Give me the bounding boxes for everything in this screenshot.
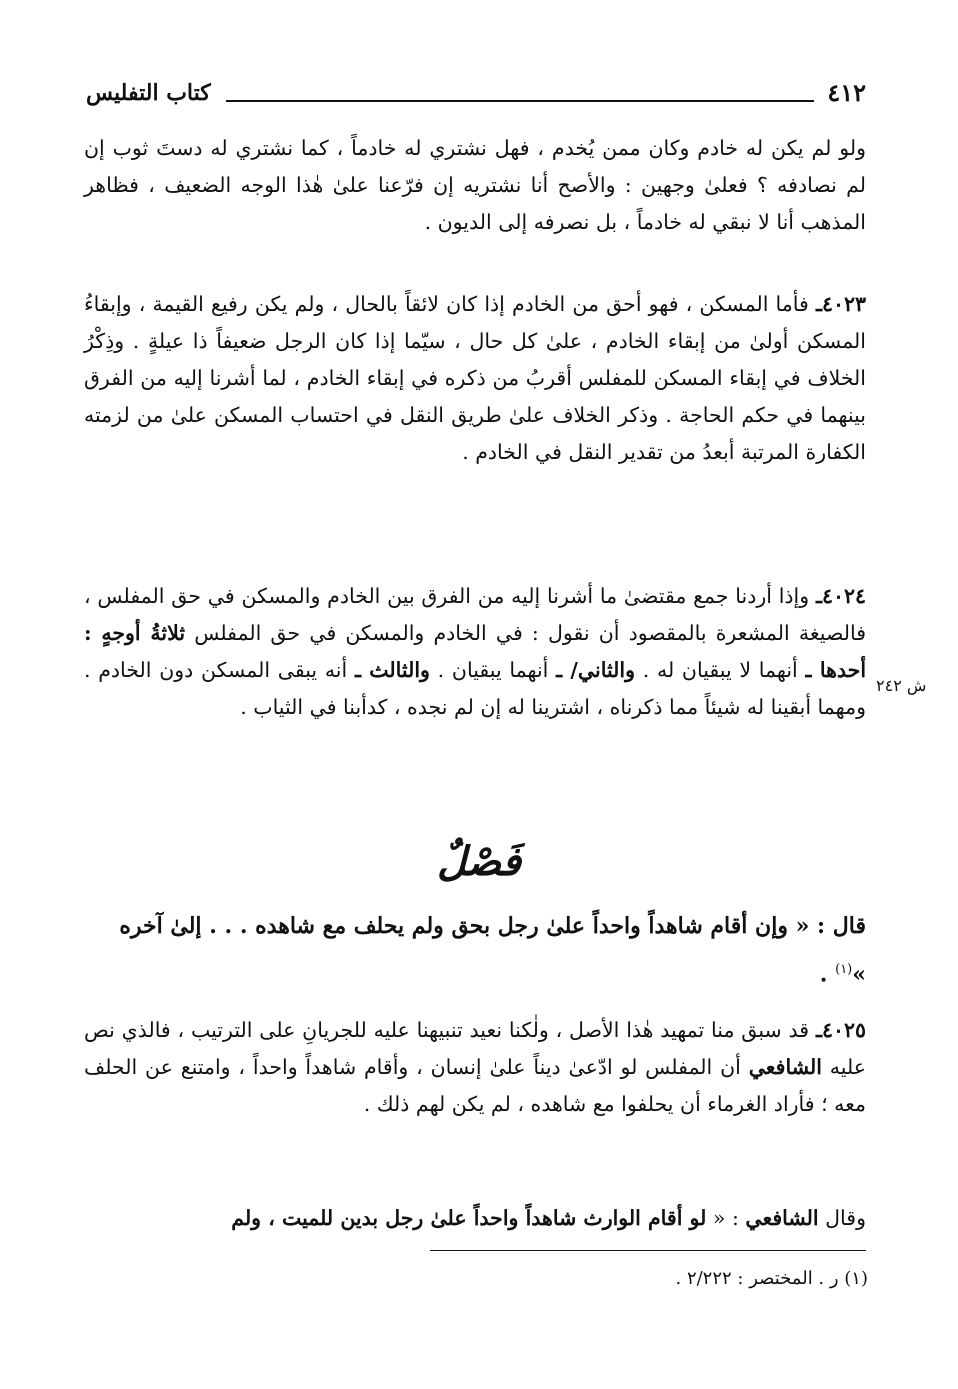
page-header [86, 78, 866, 112]
bold-text: الشافعي [748, 1055, 822, 1079]
footnote-ref: (١) [835, 962, 853, 977]
paragraph-4023 [84, 286, 866, 471]
paragraph-1-text: ولو لم يكن له خادم وكان ممن يُخدم ، فهل نشتري له خادماً ، كما نشتري له دستَ ثوب إن لم نصادفه ؟ فعلىٰ وجهين : والأصح أنا نشتريه إن فرّعنا علىٰ هٰذا الوجه الضعيف ، فظاهر المذهب أنا لا نبقي له خادماً ، بل نصرفه إلى الديون . [84, 136, 866, 234]
paragraph-text: أنه يبقى المسكن دون الخادم . ومهما أبقينا له شيئاً مما ذكرناه ، اشترينا له إن لم نجده ، كدأبنا في الثياب . [84, 658, 866, 719]
paragraph-text: : « [706, 1206, 746, 1230]
bold-text: الشافعي [745, 1206, 819, 1230]
paragraph-4025 [84, 1012, 866, 1123]
paragraph-text: وإذا أردنا جمع مقتضىٰ ما أشرنا إليه من الفرق بين الخادم والمسكن في حق المفلس ، فالصيغة المشعرة بالمقصود أن نقول : في الخادم والمسكن في حق المفلس [84, 584, 867, 645]
paragraph-4024 [84, 578, 866, 726]
paragraph-text: أنهما لا يبقيان له . [634, 658, 806, 682]
paragraph-1 [84, 130, 866, 241]
bold-text: لو أقام الوارث شاهداً واحداً علىٰ رجل بدين للميت ، ولم [231, 1206, 707, 1230]
paragraph-number: ٤٠٢٤ـ [815, 584, 866, 608]
footnote: (١) ر . المختصر : ٢/٢٢٢ . [675, 1268, 868, 1289]
qal-end: . [819, 961, 836, 988]
paragraph-text: أنهما يبقيان . [429, 658, 557, 682]
paragraph-text: قد سبق منا تمهيد هٰذا الأصل ، ولٰكنا نعيد تنبيهنا عليه للجريانِ على الترتيب ، فالذي نص عليه [84, 1018, 866, 1079]
bold-text: والثالث ـ [354, 658, 430, 682]
book-title: كتاب التفليس [86, 80, 211, 106]
bold-text: ثلاثةُ أوجهٍ : أحدها ـ [84, 621, 867, 682]
paragraph-number: ٤٠٢٣ـ [815, 292, 866, 316]
paragraph-number: ٤٠٢٥ـ [815, 1018, 866, 1042]
section-heading-fasl: فَصْلٌ [436, 838, 522, 885]
bold-text: والثاني/ ـ [556, 658, 635, 682]
footnote-rule [430, 1250, 866, 1251]
header-rule [226, 100, 814, 102]
qal-quote-text: قال : « وإن أقام شاهداً واحداً علىٰ رجل بحق ولم يحلف مع شاهده . . . إلىٰ آخره » [119, 913, 866, 988]
page-number: ٤١٢ [827, 78, 866, 107]
paragraph-4023-text: فأما المسكن ، فهو أحق من الخادم إذا كان لائقاً بالحال ، ولم يكن رفيع القيمة ، وإبقاءُ المسكن أولىٰ من إبقاء الخادم ، علىٰ كل حال ، سيّما إذا كان الرجل ضعيفاً ذا عيلةٍ . وذِكْرُ الخلاف في إبقاء المسكن للمفلس أقربُ من ذكره في إبقاء الخادم ، لما أشرنا إليه من الفرق بينهما في حكم الحاجة . وذكر الخلاف علىٰ طريق النقل في احتساب المسكن علىٰ من لزمته الكفارة المرتبة أبعدُ من تقدير النقل في الخادم . [84, 292, 866, 464]
paragraph-text: أن المفلس لو ادّعىٰ ديناً علىٰ إنسان ، وأقام شاهداً واحداً ، وامتنع عن الحلف معه ؛ فأراد الغرماء أن يحلفوا مع شاهده ، لم يكن لهم ذلك . [84, 1055, 866, 1116]
qal-quote [84, 904, 866, 996]
paragraph-last [84, 1200, 866, 1237]
margin-note: ش ٢٤٢ [876, 676, 927, 695]
paragraph-text: وقال [818, 1206, 866, 1230]
